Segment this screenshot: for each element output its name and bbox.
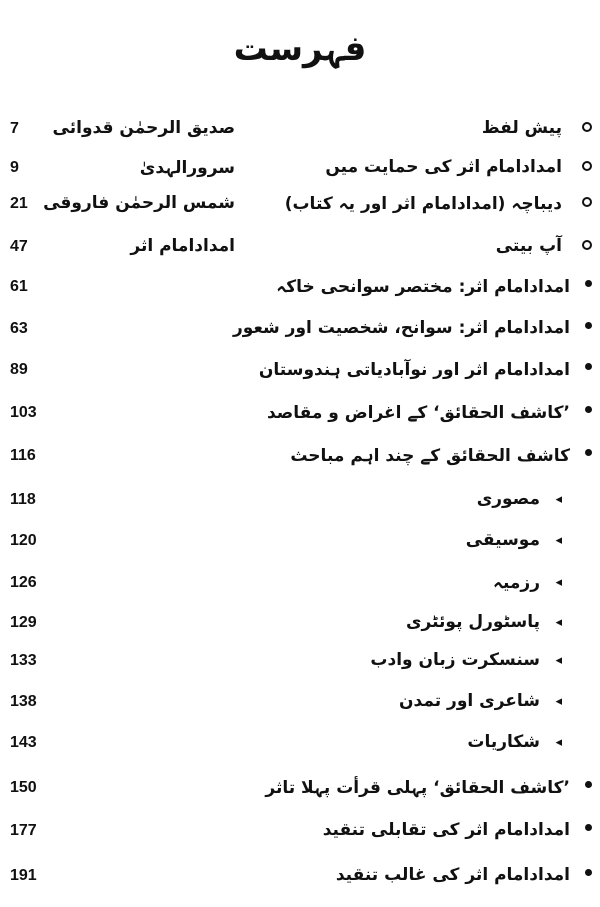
toc-entry[interactable]: [0, 274, 600, 304]
page-number: 118: [10, 491, 36, 508]
entry-title: شاعری اور تمدن: [399, 691, 540, 711]
arrow-icon: ◂: [555, 735, 562, 750]
page-number: 191: [10, 867, 37, 884]
page-number: 138: [10, 693, 37, 710]
page-number: 9: [10, 159, 19, 176]
toc-entry[interactable]: [0, 116, 600, 146]
bullet-icon: [585, 280, 592, 287]
bullet-icon: [585, 449, 592, 456]
toc-entry[interactable]: [0, 528, 600, 558]
entry-title: امدادامام اثر کی تقابلی تنقید: [322, 820, 570, 840]
page-number: 7: [10, 120, 19, 137]
entry-title: ’کاشف الحقائق‘ کے اغراض و مقاصد: [266, 403, 570, 423]
page-number: 61: [10, 278, 28, 295]
entry-title: امدادامام اثر: مختصر سوانحی خاکہ: [276, 277, 570, 297]
entry-title: موسیقی: [465, 530, 540, 550]
page-number: 89: [10, 361, 28, 378]
toc-entry[interactable]: [0, 818, 600, 848]
page-number: 47: [10, 238, 28, 255]
page-number: 133: [10, 652, 37, 669]
entry-title: امدادامام اثر کی غالب تنقید: [335, 865, 570, 885]
entry-title: پیش لفظ: [481, 118, 562, 138]
page-number: 21: [10, 195, 28, 212]
arrow-icon: ◂: [555, 492, 562, 507]
bullet-icon: [585, 406, 592, 413]
entry-author: صدیق الرحمٰن قدوائی: [52, 118, 235, 138]
entry-title: آپ بیتی: [495, 236, 562, 256]
toc-entry[interactable]: [0, 400, 600, 430]
entry-title: امدادامام اثر اور نوآبادیاتی ہندوستان: [258, 360, 570, 380]
circle-icon: [582, 197, 592, 207]
entry-title: شکاریات: [467, 732, 540, 752]
circle-icon: [582, 240, 592, 250]
entry-title: امدادامام اثر کی حمایت میں: [325, 157, 562, 177]
toc-entry[interactable]: [0, 775, 600, 805]
page-number: 129: [10, 614, 37, 631]
bullet-icon: [585, 322, 592, 329]
page-number: 143: [10, 734, 37, 751]
toc-entry[interactable]: [0, 443, 600, 473]
arrow-icon: ◂: [555, 575, 562, 590]
toc-entry[interactable]: [0, 648, 600, 678]
arrow-icon: ◂: [555, 694, 562, 709]
page-title: فہرست: [233, 29, 367, 69]
page-number: 126: [10, 574, 37, 591]
entry-title: مصوری: [476, 489, 540, 509]
entry-title: پاسٹورل پوئٹری: [405, 612, 540, 632]
circle-icon: [582, 161, 592, 171]
toc-entry[interactable]: [0, 191, 600, 221]
toc-entry[interactable]: [0, 689, 600, 719]
toc-entry[interactable]: [0, 487, 600, 517]
page-number: 63: [10, 320, 28, 337]
page-number: 116: [10, 447, 36, 464]
page-number: 150: [10, 779, 37, 796]
entry-title: سنسکرت زبان وادب: [370, 650, 540, 670]
toc-entry[interactable]: [0, 570, 600, 600]
bullet-icon: [585, 824, 592, 831]
page-number: 103: [10, 404, 37, 421]
entry-title: کاشف الحقائق کے چند اہم مباحث: [290, 446, 570, 466]
entry-title: امدادامام اثر: سوانح، شخصیت اور شعور: [233, 318, 570, 338]
bullet-icon: [585, 363, 592, 370]
arrow-icon: ◂: [555, 533, 562, 548]
entry-title: دیباچہ (امدادامام اثر اور یہ کتاب): [284, 194, 562, 214]
toc-entry[interactable]: [0, 316, 600, 346]
toc-entry[interactable]: [0, 234, 600, 264]
toc-entry[interactable]: [0, 863, 600, 893]
entry-author: امدادامام اثر: [130, 236, 235, 256]
toc-entry[interactable]: [0, 357, 600, 387]
toc-entry[interactable]: [0, 155, 600, 185]
page-number: 120: [10, 532, 37, 549]
entry-title: رزمیہ: [493, 573, 540, 593]
bullet-icon: [585, 869, 592, 876]
toc-entry[interactable]: [0, 610, 600, 640]
bullet-icon: [585, 781, 592, 788]
entry-author: سرورالہدیٰ: [139, 158, 235, 178]
entry-title: ’کاشف الحقائق‘ پہلی قرأت پہلا تاثر: [265, 778, 570, 798]
arrow-icon: ◂: [555, 653, 562, 668]
page-number: 177: [10, 822, 37, 839]
entry-author: شمس الرحمٰن فاروقی: [43, 193, 235, 213]
toc-entry[interactable]: [0, 730, 600, 760]
circle-icon: [582, 122, 592, 132]
arrow-icon: ◂: [555, 615, 562, 630]
